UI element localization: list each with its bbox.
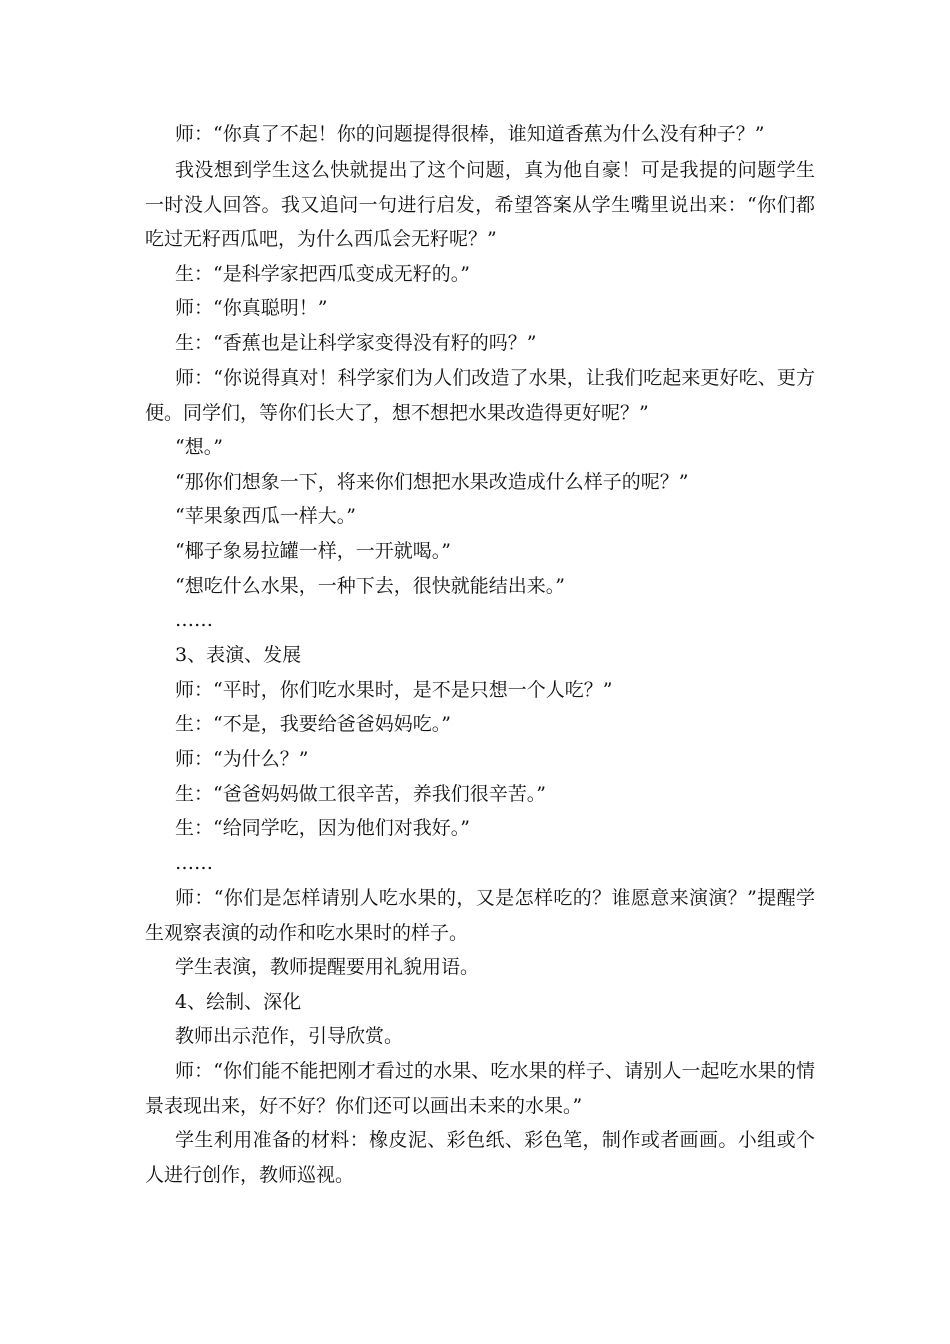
paragraph-10: “椰子象易拉罐一样，一开就喝。” bbox=[175, 540, 451, 562]
paragraph-9: “苹果象西瓜一样大。” bbox=[175, 505, 356, 527]
paragraph-19: 教师出示范作，引导欣赏。 bbox=[175, 1025, 404, 1047]
paragraph-16: 生：“给同学吃，因为他们对我好。” bbox=[175, 817, 470, 839]
paragraph-8: “那你们想象一下，将来你们想把水果改造成什么样子的呢？” bbox=[175, 471, 689, 493]
paragraph-5: 生：“香蕉也是让科学家变得没有籽的吗？” bbox=[175, 332, 537, 354]
paragraph-7: “想。” bbox=[175, 436, 223, 458]
section-heading-3: 3、表演、发展 bbox=[175, 644, 302, 666]
paragraph-4: 师：“你真聪明！” bbox=[175, 297, 328, 319]
paragraph-18: 学生表演，教师提醒要用礼貌用语。 bbox=[175, 956, 480, 978]
paragraph-11: “想吃什么水果，一种下去，很快就能结出来。” bbox=[175, 575, 565, 597]
paragraph-20: 师：“你们能不能把刚才看过的水果、吃水果的样子、请别人一起吃水果的情景表现出来，好不好？你们还可以画出未来的水果。” bbox=[145, 1060, 815, 1117]
paragraph-21: 学生利用准备的材料：橡皮泥、彩色纸、彩色笔，制作或者画画。小组或个人进行创作，教师巡视。 bbox=[145, 1129, 815, 1186]
paragraph-15: 生：“爸爸妈妈做工很辛苦，养我们很辛苦。” bbox=[175, 783, 546, 805]
paragraph-12: 师：“平时，你们吃水果时，是不是只想一个人吃？” bbox=[175, 679, 613, 701]
paragraph-2: 我没想到学生这么快就提出了这个问题，真为他自豪！可是我提的问题学生一时没人回答。我又追问一句进行启发，希望答案从学生嘴里说出来：“你们都吃过无籽西瓜吧，为什么西瓜会无籽呢？” bbox=[145, 159, 815, 251]
paragraph-13: 生：“不是，我要给爸爸妈妈吃。” bbox=[175, 713, 451, 735]
ellipsis-1: …… bbox=[175, 609, 213, 631]
paragraph-3: 生：“是科学家把西瓜变成无籽的。” bbox=[175, 263, 470, 285]
section-heading-4: 4、绘制、深化 bbox=[175, 991, 302, 1013]
paragraph-1: 师：“你真了不起！你的问题提得很棒，谁知道香蕉为什么没有种子？” bbox=[175, 123, 765, 145]
paragraph-17: 师：“你们是怎样请别人吃水果的，又是怎样吃的？谁愿意来演演？”提醒学生观察表演的动作和吃水果时的样子。 bbox=[145, 887, 815, 944]
paragraph-14: 师：“为什么？” bbox=[175, 748, 309, 770]
ellipsis-2: …… bbox=[175, 852, 213, 874]
paragraph-6: 师：“你说得真对！科学家们为人们改造了水果，让我们吃起来更好吃、更方便。同学们，等你们长大了，想不想把水果改造得更好呢？” bbox=[145, 367, 815, 424]
